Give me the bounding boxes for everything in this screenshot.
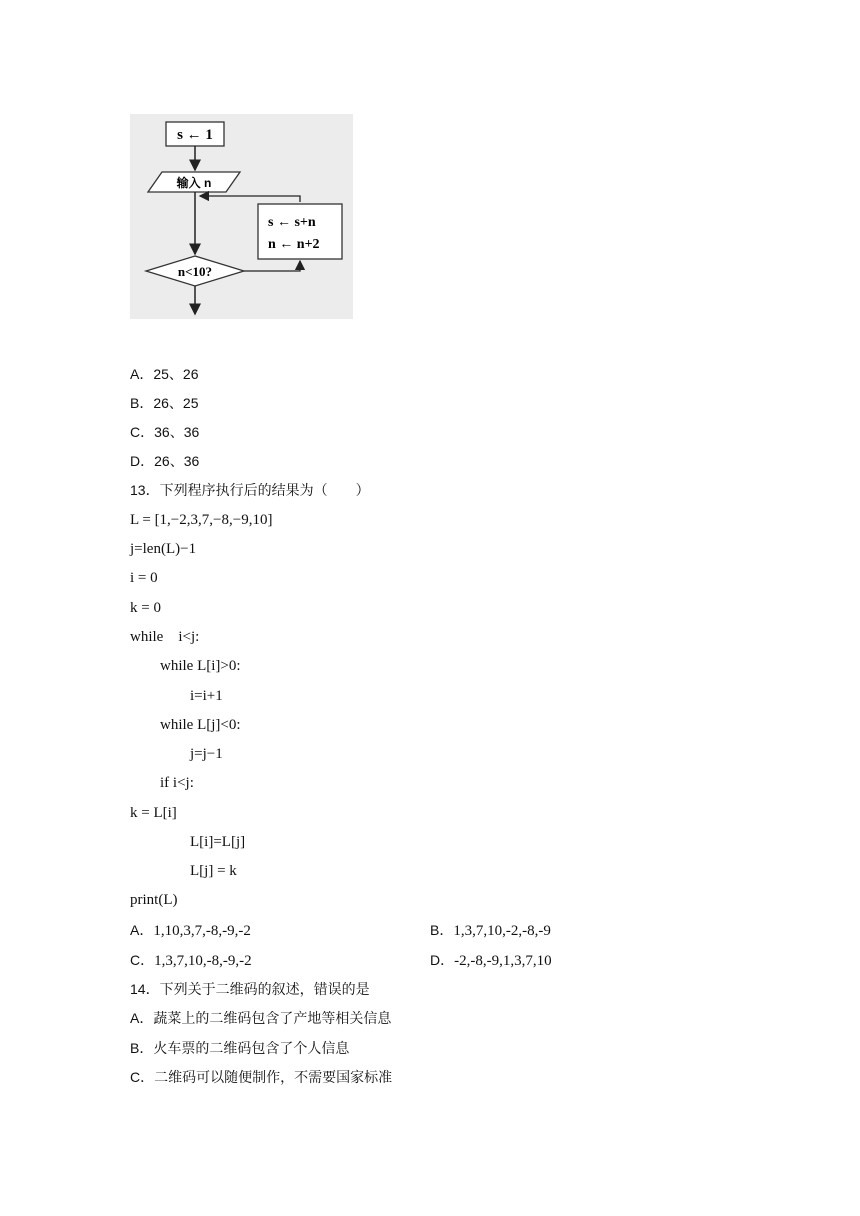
code-line: print(L) xyxy=(130,892,178,908)
code-line: i=i+1 xyxy=(190,688,223,704)
flowchart-figure xyxy=(130,114,353,319)
code-line: while L[i]>0: xyxy=(160,658,241,674)
q14-option-a: A．蔬菜上的二维码包含了产地等相关信息 xyxy=(130,1010,392,1026)
flowchart-diagram xyxy=(130,114,353,319)
q13-stem: 13．下列程序执行后的结果为（ ） xyxy=(130,482,370,498)
q13-option-b: B．1,3,7,10,-2,-8,-9 xyxy=(430,922,551,939)
q12-option-b: B．26、25 xyxy=(130,395,199,411)
code-line: j=j−1 xyxy=(190,746,223,762)
input-label: 输入 n xyxy=(176,176,212,190)
q12-option-a: A．25、26 xyxy=(130,366,199,382)
code-line: k = 0 xyxy=(130,600,161,616)
q14-option-b: B．火车票的二维码包含了个人信息 xyxy=(130,1040,350,1056)
code-line: while L[j]<0: xyxy=(160,717,241,733)
code-line: L[i]=L[j] xyxy=(190,834,246,850)
code-line: L = [1,−2,3,7,−8,−9,10] xyxy=(130,512,273,528)
q13-option-a: A．1,10,3,7,-8,-9,-2 xyxy=(130,922,251,939)
code-line: k = L[i] xyxy=(130,805,177,821)
decision-label: n<10? xyxy=(177,264,213,279)
init-label: s ← 1 xyxy=(177,127,213,143)
loop-line2: n ← n+2 xyxy=(268,237,320,252)
code-line: L[j] = k xyxy=(190,863,237,879)
loop-line1: s ← s+n xyxy=(268,215,316,230)
q12-option-c: C．36、36 xyxy=(130,424,200,440)
q13-option-d: D．-2,-8,-9,1,3,7,10 xyxy=(430,952,552,969)
code-line: i = 0 xyxy=(130,570,158,586)
code-line: if i<j: xyxy=(160,775,194,791)
code-line: j=len(L)−1 xyxy=(130,541,197,557)
q14-stem: 14．下列关于二维码的叙述，错误的是 xyxy=(130,981,370,997)
q12-option-d: D．26、36 xyxy=(130,453,200,469)
q13-option-c: C．1,3,7,10,-8,-9,-2 xyxy=(130,952,252,969)
q14-option-c: C．二维码可以随便制作，不需要国家标准 xyxy=(130,1069,393,1085)
code-line: while i<j: xyxy=(130,629,200,645)
